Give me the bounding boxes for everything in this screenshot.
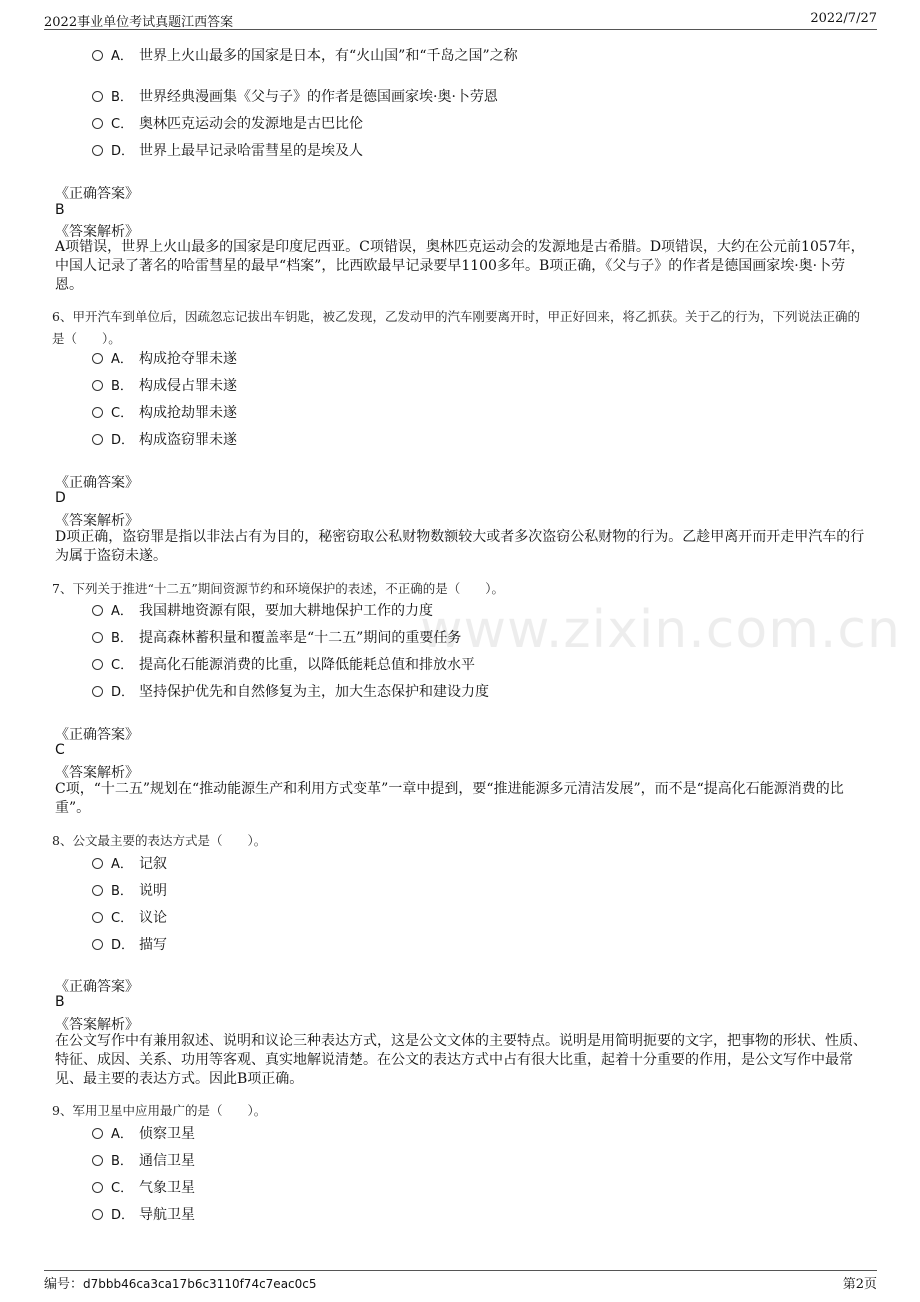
q7-option-a[interactable]: A． 我国耕地资源有限，要加大耕地保护工作的力度: [92, 600, 433, 622]
q7-option-b[interactable]: B． 提高森林蓄积量和覆盖率是“十二五”期间的重要任务: [92, 627, 461, 649]
q7-option-d[interactable]: D． 坚持保护优先和自然修复为主，加大生态保护和建设力度: [92, 681, 489, 703]
q9-question: 9、军用卫星中应用最广的是（ ）。: [52, 1103, 267, 1118]
q5-answer-label: 《正确答案》: [55, 186, 139, 202]
radio-icon[interactable]: [92, 912, 103, 923]
radio-icon[interactable]: [92, 1155, 103, 1166]
q8-option-b[interactable]: B． 说明: [92, 880, 167, 902]
radio-icon[interactable]: [92, 858, 103, 869]
radio-icon[interactable]: [92, 91, 103, 102]
q8-option-c[interactable]: C． 议论: [92, 907, 167, 929]
radio-icon[interactable]: [92, 605, 103, 616]
q7-option-c[interactable]: C． 提高化石能源消费的比重，以降低能耗总值和排放水平: [92, 654, 475, 676]
q6-option-a[interactable]: A． 构成抢夺罪未遂: [92, 348, 237, 370]
q5-option-b[interactable]: B． 世界经典漫画集《父与子》的作者是德国画家埃·奥·卜劳恩: [92, 86, 498, 108]
radio-icon[interactable]: [92, 632, 103, 643]
q6-analysis-label: 《答案解析》: [55, 513, 139, 529]
q7-answer: C: [55, 742, 65, 758]
q8-analysis: 在公文写作中有兼用叙述、说明和议论三种表达方式，这是公文文体的主要特点。说明是用简明扼要的文字，把事物的形状、性质、特征、成因、关系、功用等客观、真实地解说清楚。在公文的表达方式中占有很大比重，起着十分重要的作用，是公文写作中最常见、最主要的表达方式。因此B项正确。: [55, 1033, 867, 1087]
radio-icon[interactable]: [92, 434, 103, 445]
radio-icon[interactable]: [92, 380, 103, 391]
q8-analysis-label: 《答案解析》: [55, 1017, 139, 1033]
radio-icon[interactable]: [92, 118, 103, 129]
radio-icon[interactable]: [92, 939, 103, 950]
footer-id-label: 编号：: [44, 1277, 84, 1292]
radio-icon[interactable]: [92, 145, 103, 156]
q6-answer: D: [55, 490, 66, 506]
radio-icon[interactable]: [92, 50, 103, 61]
header-divider: [44, 29, 877, 30]
footer-id: [44, 1273, 317, 1292]
q7-analysis-label: 《答案解析》: [55, 765, 139, 781]
q6-option-c[interactable]: C． 构成抢劫罪未遂: [92, 402, 237, 424]
q5-analysis: A项错误，世界上火山最多的国家是印度尼西亚。C项错误，奥林匹克运动会的发源地是古希腊。D项错误，大约在公元前1057年，中国人记录了著名的哈雷彗星的最早“档案”，比西欧最早记录要早1100多年。B项正确，《父与子》的作者是德国画家埃·奥·卜劳恩。: [55, 239, 865, 293]
q9-option-d[interactable]: D． 导航卫星: [92, 1204, 195, 1226]
q9-option-a[interactable]: A． 侦察卫星: [92, 1123, 195, 1145]
q5-answer: B: [55, 202, 65, 218]
radio-icon[interactable]: [92, 407, 103, 418]
q5-option-a[interactable]: A． 世界上火山最多的国家是日本，有“火山国”和“千岛之国”之称: [92, 45, 518, 67]
q6-option-b[interactable]: B． 构成侵占罪未遂: [92, 375, 237, 397]
q5-option-d[interactable]: D． 世界上最早记录哈雷彗星的是埃及人: [92, 140, 363, 162]
radio-icon[interactable]: [92, 353, 103, 364]
q6-question: 6、甲开汽车到单位后，因疏忽忘记拔出车钥匙，被乙发现，乙发动甲的汽车刚要离开时，甲正好回来，将乙抓获。关于乙的行为，下列说法正确的是（ ）。: [52, 309, 860, 346]
footer-id-value: d7bbb46ca3ca17b6c3110f74c7eac0c5: [83, 1277, 317, 1291]
q8-question: 8、公文最主要的表达方式是（ ）。: [52, 833, 267, 848]
q8-answer: B: [55, 994, 65, 1010]
q9-option-c[interactable]: C． 气象卫星: [92, 1177, 195, 1199]
header-title: 2022事业单位考试真题江西答案: [44, 15, 234, 30]
q8-option-a[interactable]: A． 记叙: [92, 853, 167, 875]
q5-option-c[interactable]: C． 奥林匹克运动会的发源地是古巴比伦: [92, 113, 363, 135]
radio-icon[interactable]: [92, 1128, 103, 1139]
footer-divider: [44, 1270, 877, 1271]
q7-analysis: C项，“十二五”规划在“推动能源生产和利用方式变革”一章中提到，要“推进能源多元清洁发展”，而不是“提高化石能源消费的比重”。: [55, 781, 844, 816]
header-date: 2022/7/27: [810, 11, 877, 26]
radio-icon[interactable]: [92, 1209, 103, 1220]
radio-icon[interactable]: [92, 885, 103, 896]
q9-option-b[interactable]: B． 通信卫星: [92, 1150, 195, 1172]
radio-icon[interactable]: [92, 659, 103, 670]
q6-option-d[interactable]: D． 构成盗窃罪未遂: [92, 429, 237, 451]
q6-answer-label: 《正确答案》: [55, 475, 139, 491]
q7-answer-label: 《正确答案》: [55, 727, 139, 743]
radio-icon[interactable]: [92, 686, 103, 697]
footer-page-number: 第2页: [842, 1277, 877, 1292]
q7-question: 7、下列关于推进“十二五”期间资源节约和环境保护的表述，不正确的是（ ）。: [52, 581, 504, 596]
radio-icon[interactable]: [92, 1182, 103, 1193]
watermark: www.zixin.com.cn: [420, 600, 901, 660]
q8-option-d[interactable]: D． 描写: [92, 934, 167, 956]
q5-analysis-label: 《答案解析》: [55, 224, 139, 240]
q6-analysis: D项正确，盗窃罪是指以非法占有为目的，秘密窃取公私财物数额较大或者多次盗窃公私财物的行为。乙趁甲离开而开走甲汽车的行为属于盗窃未遂。: [55, 529, 865, 564]
q8-answer-label: 《正确答案》: [55, 979, 139, 995]
